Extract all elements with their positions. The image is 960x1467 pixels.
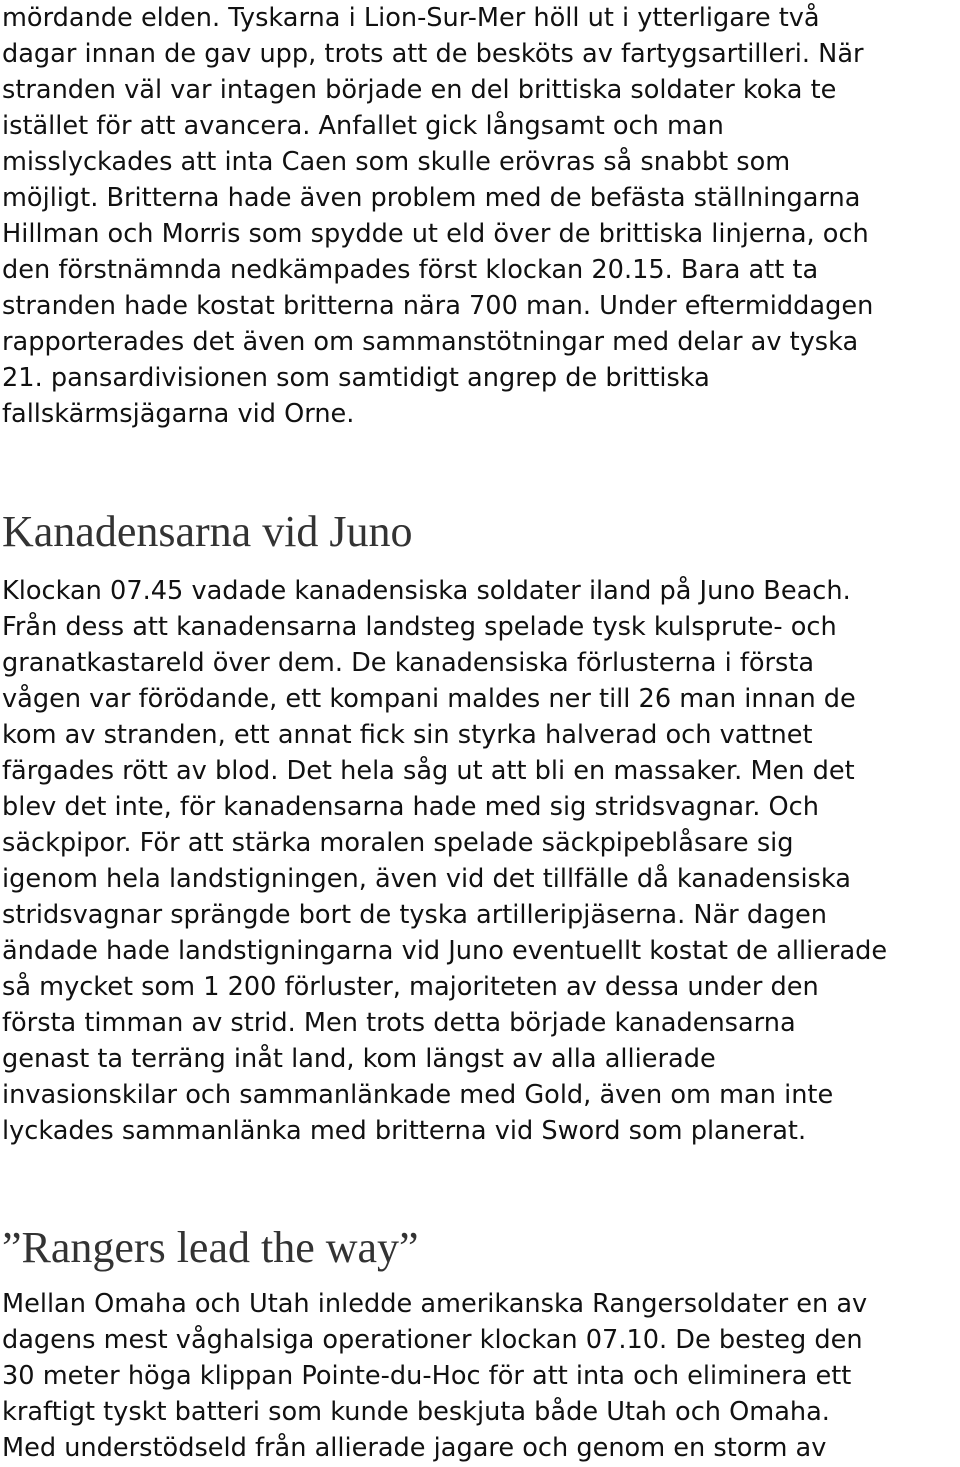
- paragraph-juno: Klockan 07.45 vadade kanadensiska soldater iland på Juno Beach. Från dess att kanadensarna landsteg spelade tysk kulsprute- och granatkastareld över dem. De kanadensiska förlusterna i första vågen var förödande, ett kompani maldes ner till 26 man innan de kom av stranden, ett annat fick sin styrka halverad och vattnet färgades rött av blod. Det hela såg ut att bli en massaker. Men det blev det inte, för kanadensarna hade med sig stridsvagnar. Och säckpipor. För att stärka moralen spelade säckpipeblåsare sig igenom hela landstigningen, även vid det tillfälle då kanadensiska stridsvagnar sprängde bort de tyska artilleripjäserna. När dagen ändade hade landstigningarna vid Juno eventuellt kostat de allierade så mycket som 1 200 förluster, majoriteten av dessa under den första timman av strid. Men trots detta började kanadensarna genast ta terräng inåt land, kom längst av alla allierade invasionskilar och sammanlänkade med Gold, även om man inte lyckades sammanlänka med britterna vid Sword som planerat.: [2, 576, 888, 1146]
- paragraph-british-beaches: mördande elden. Tyskarna i Lion-Sur-Mer höll ut i ytterligare två dagar innan de gav upp, trots att de besköts av fartygsartilleri. När stranden väl var intagen började en del brittiska soldater koka te istället för att avancera. Anfallet gick långsamt och man misslyckades att inta Caen som skulle erövras så snabbt som möjligt. Britterna hade även problem med de befästa ställningarna Hillman och Morris som spydde ut eld över de brittiska linjerna, och den förstnämnda nedkämpades först klockan 20.15. Bara att ta stranden hade kostat britterna nära 700 man. Under eftermiddagen rapporterades det även om sammanstötningar med delar av tyska 21. pansardivisionen som samtidigt angrep de brittiska fallskärmsjägarna vid Orne.: [2, 3, 874, 429]
- section-heading-rangers: ”Rangers lead the way”: [2, 1223, 419, 1272]
- paragraph-rangers: Mellan Omaha och Utah inledde amerikanska Rangersoldater en av dagens mest våghalsiga operationer klockan 07.10. De besteg den 30 meter höga klippan Pointe-du-Hoc för att inta och eliminera ett kraftigt tyskt batteri som kunde beskjuta både Utah och Omaha. Med understödseld från allierade jagare och genom en storm av: [2, 1289, 868, 1463]
- section-heading-juno: Kanadensarna vid Juno: [2, 507, 413, 556]
